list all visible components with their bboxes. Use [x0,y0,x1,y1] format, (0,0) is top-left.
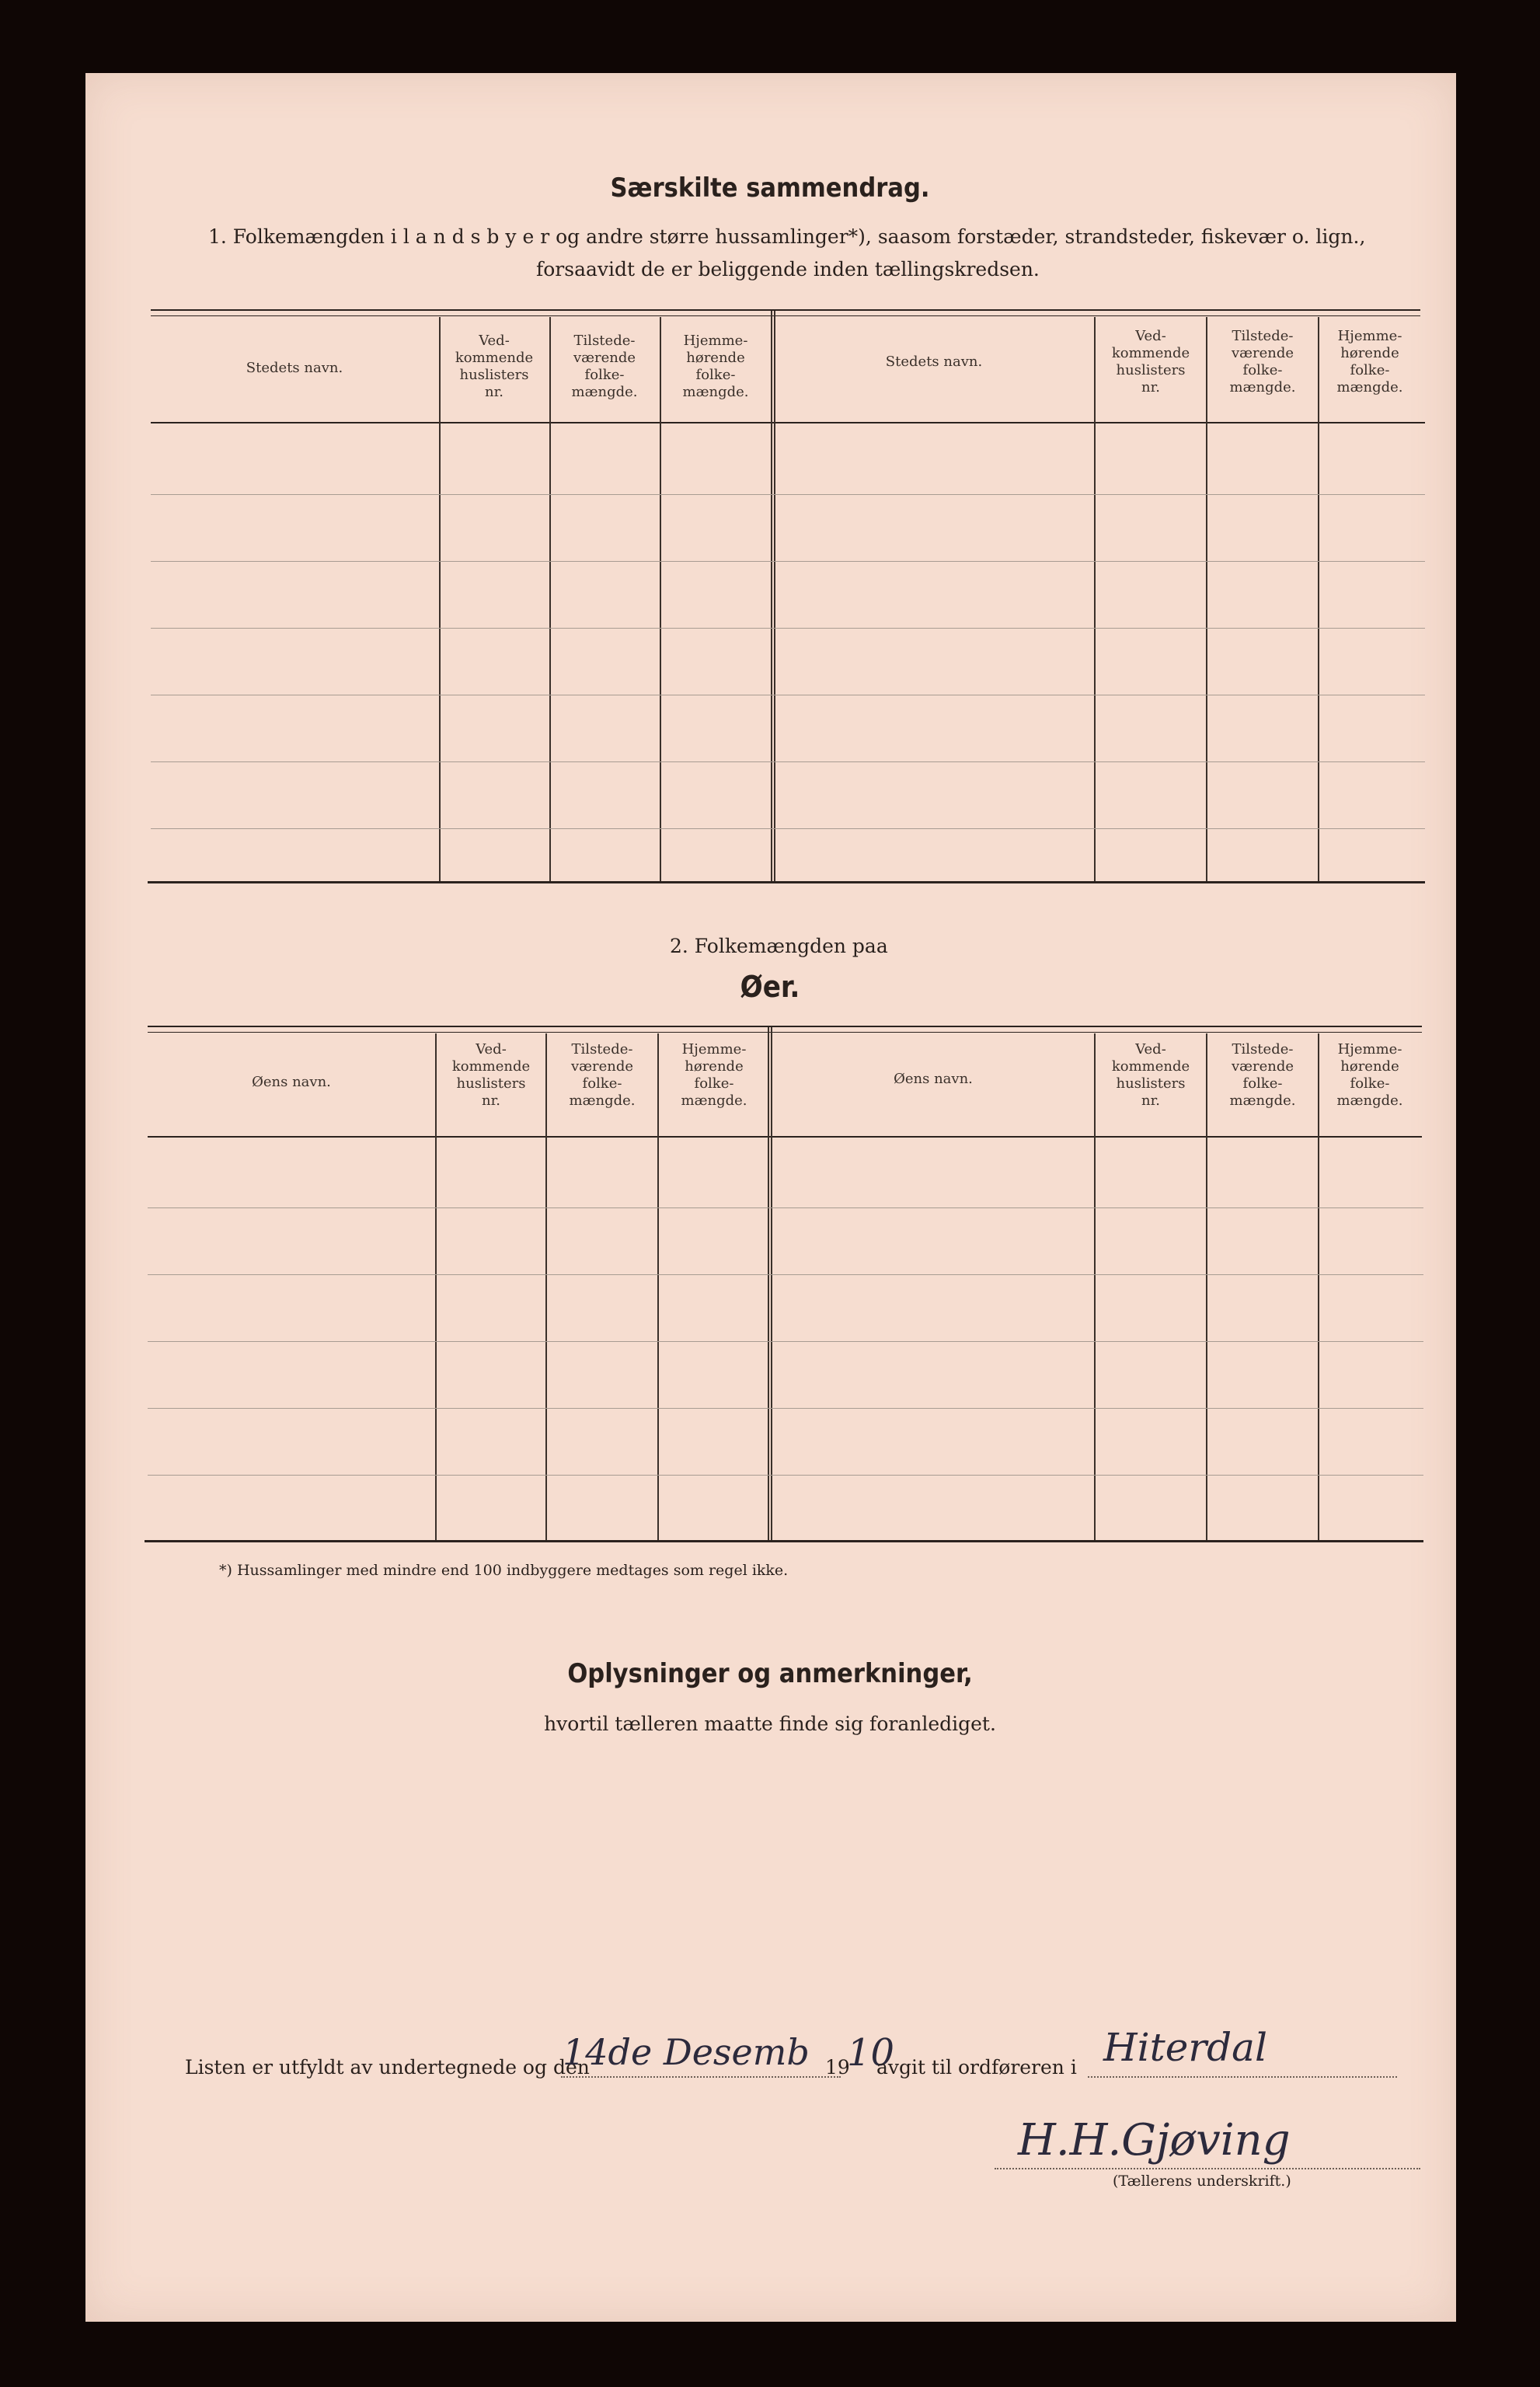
section2-title: Øer. [740,970,800,1004]
section1-intro-line2: forsaavidt de er beliggende inden tællingskredsen. [536,258,1040,281]
table1-row-line [151,828,1425,829]
table2-row-line [148,1274,1423,1275]
section2-label: 2. Folkemængden paa [670,935,888,957]
table1-row-line [151,494,1425,495]
table2-col-divider [657,1033,659,1540]
table2-row-line [148,1207,1423,1208]
municipality-handwritten: Hiterdal [1103,2025,1267,2070]
table1-col-divider [774,311,775,881]
table2-col-divider [1094,1033,1096,1540]
table1-col-divider [771,311,772,881]
table1-header-hjemme-left: Hjemme- hørende folke- mængde. [682,333,749,400]
table2-header-tilstede-right: Tilstede- værende folke- mængde. [1229,1041,1296,1109]
signature-caption: (Tællerens underskrift.) [1113,2173,1291,2190]
table1-row-line [151,561,1425,562]
table2-col-divider [768,1027,769,1540]
table1-top-rule [151,309,1420,311]
table1-header-tilstede-right: Tilstede- værende folke- mængde. [1229,328,1296,396]
table2-col-divider [435,1033,437,1540]
page-heading: Særskilte sammendrag. [610,172,930,204]
table2-header-name-right: Øens navn. [894,1071,973,1087]
table1-header-name-left: Stedets navn. [246,360,343,376]
enumerator-signature: H.H.Gjøving [1018,2115,1291,2166]
table2-row-line [148,1341,1423,1342]
table1-row-line [151,761,1425,762]
table1-col-divider [439,317,441,881]
table1-row-line [151,628,1425,629]
table2-header-hjemme-left: Hjemme- hørende folke- mængde. [681,1041,747,1109]
remarks-title: Oplysninger og anmerkninger, [567,1658,973,1689]
completion-text-a: Listen er utfyldt av undertegnede og den [185,2056,590,2079]
signature-dotted-line [995,2168,1420,2169]
table2-header-vedkommende-left: Ved- kommende huslisters nr. [451,1041,531,1109]
table2-header-vedkommende-right: Ved- kommende huslisters nr. [1111,1041,1190,1109]
table2-header-bottom-rule [148,1136,1422,1138]
municipality-dotted-line [1088,2076,1397,2078]
table2-col-divider [1206,1033,1207,1540]
table2-header-tilstede-left: Tilstede- værende folke- mængde. [569,1041,636,1109]
remarks-subtitle: hvortil tælleren maatte finde sig foranlediget. [544,1713,996,1735]
table1-col-divider [1206,317,1207,881]
table2-col-divider [771,1027,772,1540]
table2-top-rule [148,1026,1422,1027]
year-handwritten: 10 [847,2031,895,2075]
table1-col-divider [1094,317,1096,881]
date-dotted-line [561,2076,841,2078]
table2-header-name-left: Øens navn. [252,1074,331,1090]
table1-header-name-right: Stedets navn. [885,354,983,370]
date-handwritten: 14de Desemb [563,2031,810,2073]
table1-top-rule-thin [151,315,1420,316]
table2-row-line [148,1408,1423,1409]
year-prefix: 19 [825,2056,850,2079]
table2-top-rule-thin [148,1032,1422,1033]
table1-header-tilstede-left: Tilstede- værende folke- mængde. [571,333,638,400]
section1-intro-line1: 1. Folkemængden i l a n d s b y e r og andre større hussamlinger*), saasom forstæder, strandsteder, fiskevær o. lign., [208,225,1366,248]
table1-header-bottom-rule [151,422,1425,423]
table2-col-divider [1318,1033,1319,1540]
table1-col-divider [1318,317,1319,881]
table1-col-divider [549,317,551,881]
table1-bottom-rule [148,881,1425,883]
table1-header-vedkommende-right: Ved- kommende huslisters nr. [1111,328,1190,396]
table1-col-divider [660,317,661,881]
table1-header-hjemme-right: Hjemme- hørende folke- mængde. [1336,328,1403,396]
table2-col-divider [545,1033,547,1540]
footnote: *) Hussamlinger med mindre end 100 indbyggere medtages som regel ikke. [219,1562,789,1579]
table1-header-vedkommende-left: Ved- kommende huslisters nr. [455,333,534,400]
completion-text-b: avgit til ordføreren i [876,2056,1077,2079]
table2-bottom-rule [145,1540,1423,1542]
table2-header-hjemme-right: Hjemme- hørende folke- mængde. [1336,1041,1403,1109]
table2-row-line [148,1475,1423,1476]
